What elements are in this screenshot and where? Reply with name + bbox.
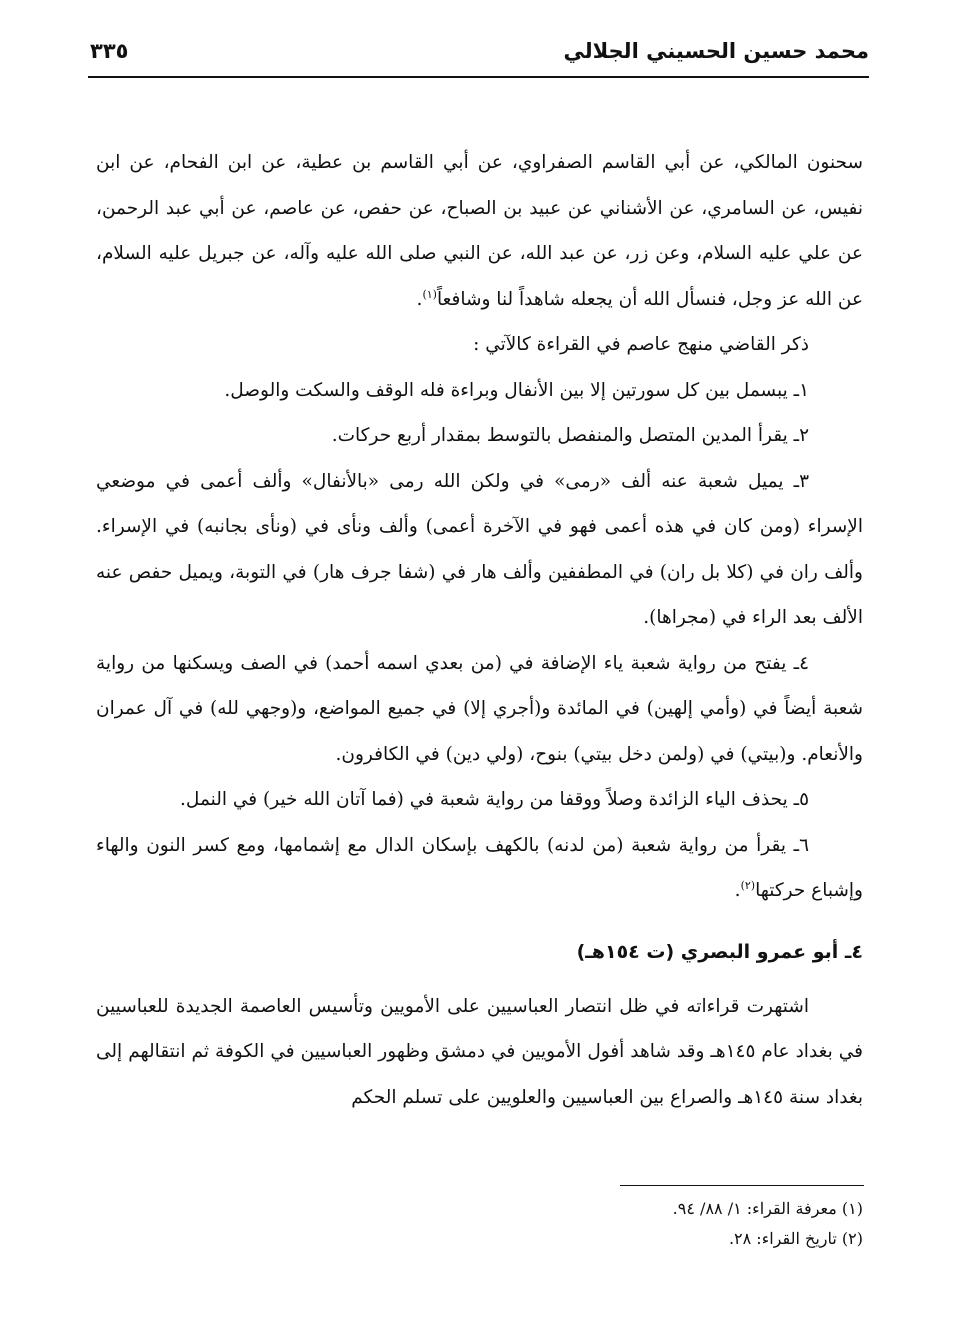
page-number: ٣٣٥ [90, 39, 129, 63]
section-heading: ٤ـ أبو عمرو البصري (ت ١٥٤هـ) [576, 940, 863, 963]
body-text [96, 140, 863, 1120]
footnote-rule [620, 1185, 864, 1186]
list-item-5: ٥ـ يحذف الياء الزائدة وصلاً ووقفا من رواية شعبة في (فما آتان الله خير) في النمل. [180, 789, 809, 810]
paragraph-chain-text: سحنون المالكي، عن أبي القاسم الصفراوي، عن أبي القاسم بن عطية، عن ابن الفحام، عن ابن نفيس، عن السامري، عن الأشناني عن عبيد بن الصباح، عن حفص، عن عاصم، عن أبي عبد الرحمن، عن علي عليه السلام، وعن زر، عن عبد الله، عن النبي صلى الله عليه وآله، عن جبريل عليه السلام، عن الله عز وجل، فنسأل الله أن يجعله شاهداً لنا وشافعاً [96, 152, 863, 310]
header-title: محمد حسين الحسيني الجلالي [563, 39, 869, 63]
paragraph-chain-end: . [416, 288, 423, 310]
list-item-4: ٤ـ يفتح من رواية شعبة ياء الإضافة في (من بعدي اسمه أحمد) في الصف ويسكنها من رواية شعبة أيضاً في (وأمي إلهين) في المائدة و(أجري إلا) في جميع المواضع، و(وجهي لله) في آل عمران والأنعام. و(بيتي) في (ولمن دخل بيتي) بنوح، (ولي دين) في الكافرون. [96, 652, 863, 765]
paragraph-abu-amr: اشتهرت قراءاته في ظل انتصار العباسيين على الأمويين وتأسيس العاصمة الجديدة للعباسيين في بغداد عام ١٤٥هـ وقد شاهد أفول الأمويين في دمشق وظهور العباسيين في الكوفة ثم انتقالهم إلى بغداد سنة ١٤٥هـ والصراع بين العباسيين والعلويين على تسلم الحكم [96, 995, 864, 1108]
list-item-6-text: ٦ـ يقرأ من رواية شعبة (من لدنه) بالكهف بإسكان الدال مع إشمامها، ومع كسر النون والهاء وإشباع حركتها [96, 834, 863, 901]
list-item-2: ٢ـ يقرأ المدين المتصل والمنفصل بالتوسط بمقدار أربع حركات. [331, 425, 809, 446]
paragraph-chain [96, 140, 863, 322]
footnotes [300, 1194, 863, 1254]
paragraph-method-intro: ذكر القاضي منهج عاصم في القراءة كالآتي : [473, 334, 809, 355]
list-item-6-end: . [734, 880, 741, 901]
footnote-2: (٢) تاريخ القراء: ٢٨. [728, 1229, 863, 1248]
footnote-ref-2: (٢) [740, 878, 756, 892]
running-header [90, 28, 869, 74]
list-item-3: ٣ـ يميل شعبة عنه ألف «رمى» في ولكن الله رمى «بالأنفال» وألف أعمى في موضعي الإسراء (ومن كان في هذه أعمى فهو في الآخرة أعمى) وألف ونأى في (ونأى بجانبه) في الإسراء. وألف ران في (كلا بل ران) في المطففين وألف هار في (شفا جرف هار) في التوبة، ويميل حفص عنه الألف بعد الراء في (مجراها). [96, 470, 863, 628]
footnote-1: (١) معرفة القراء: ١/ ٨٨/ ٩٤. [672, 1199, 863, 1218]
footnote-ref-1: (١) [422, 287, 437, 301]
header-rule [88, 76, 869, 78]
list-item-6 [96, 823, 863, 914]
list-item-1: ١ـ يبسمل بين كل سورتين إلا بين الأنفال وبراءة فله الوقف والسكت والوصل. [224, 379, 809, 401]
